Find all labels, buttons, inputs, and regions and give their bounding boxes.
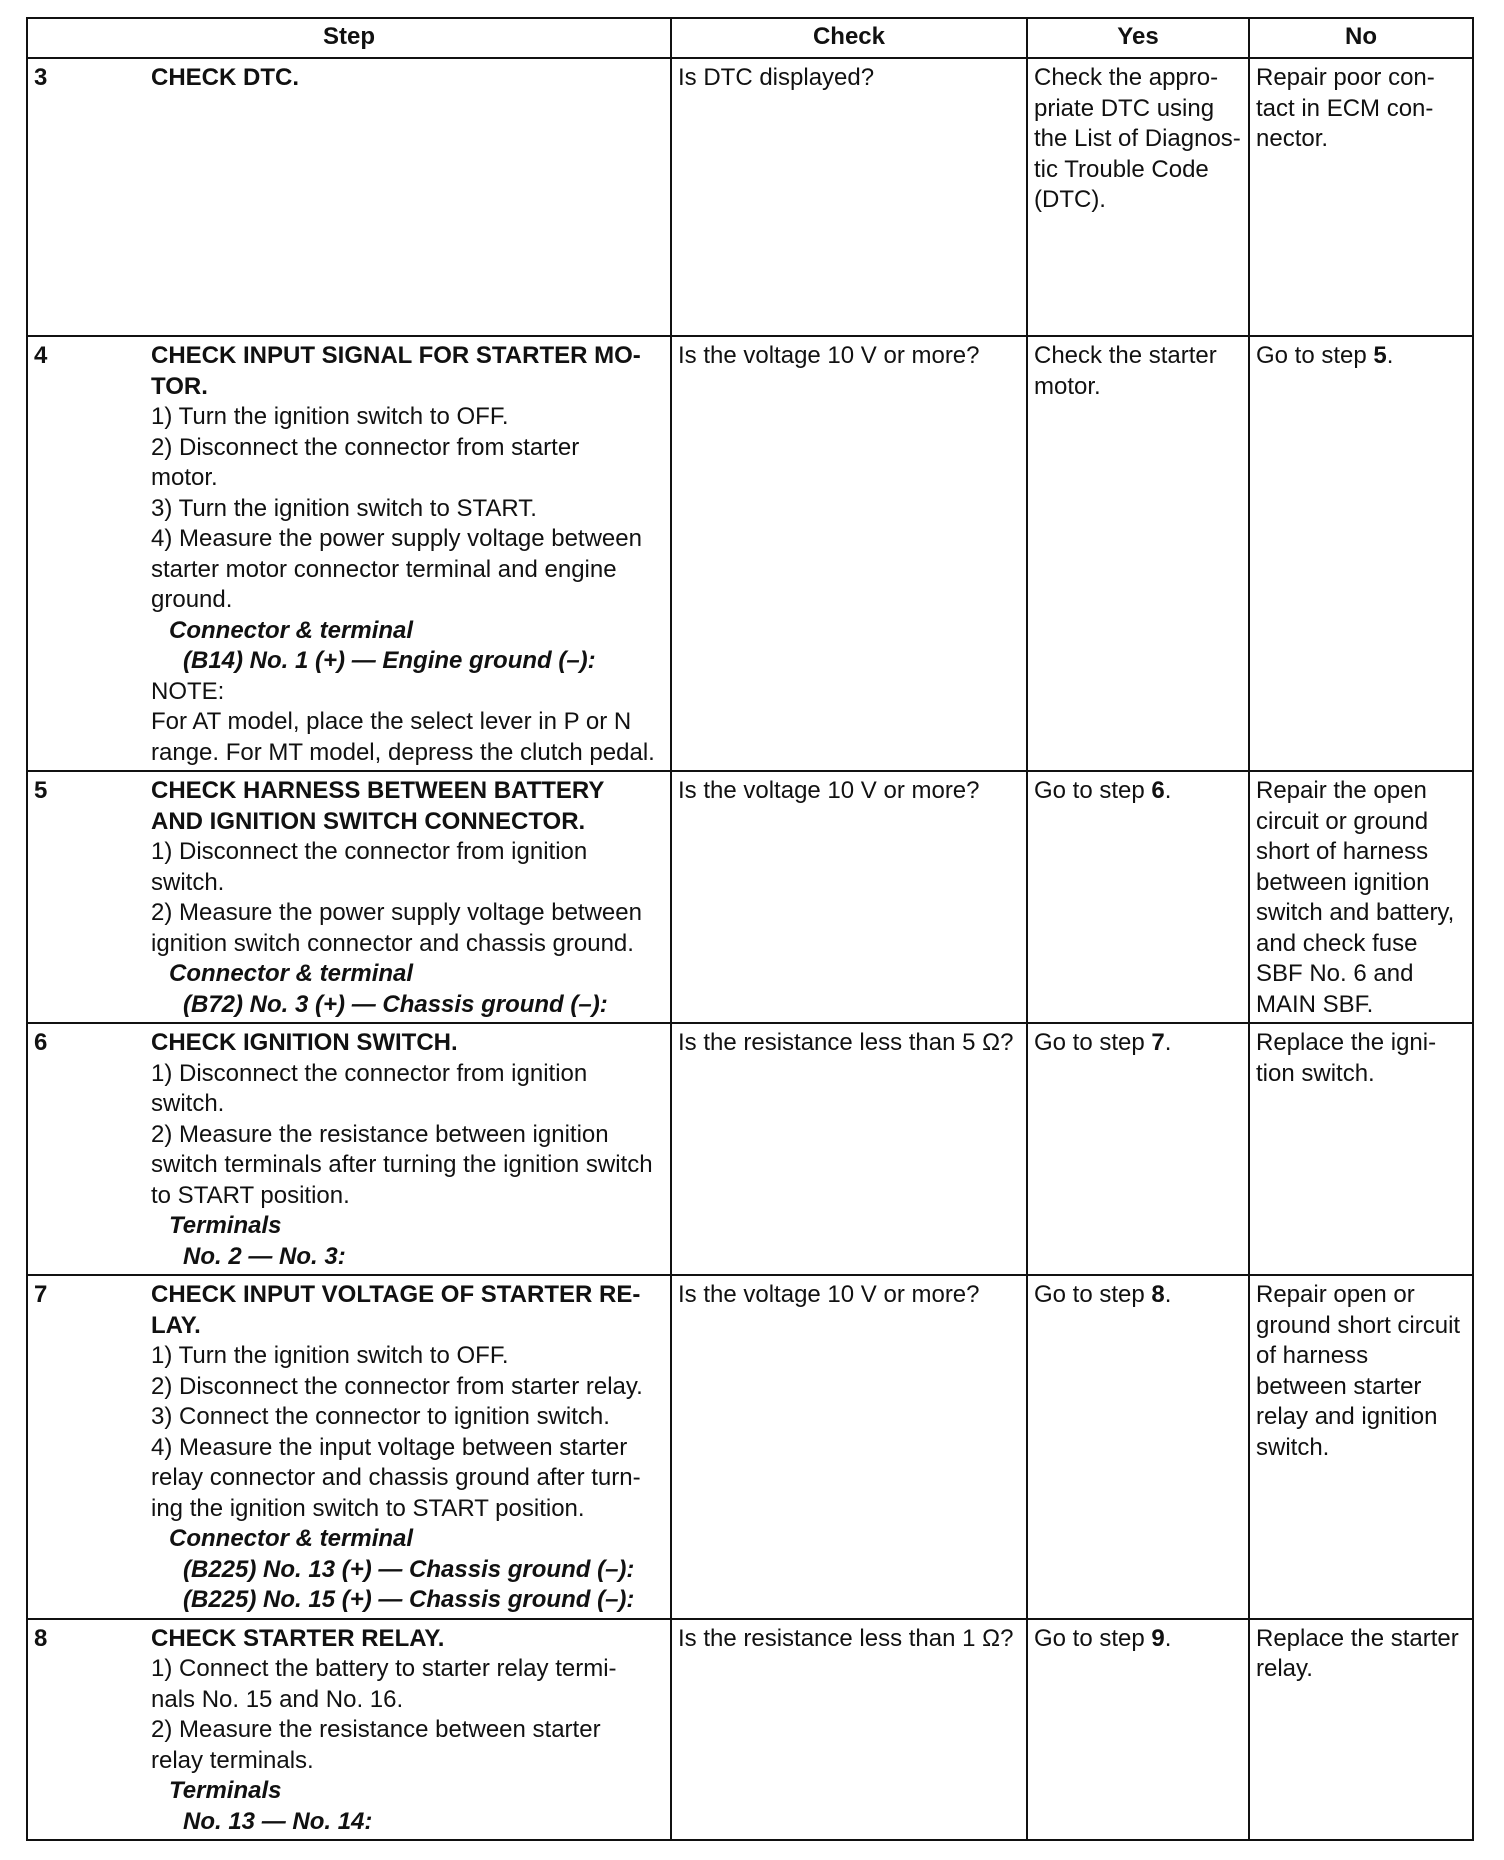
instruction-line: relay connector and chassis ground after turn- — [151, 1464, 641, 1491]
no-cell — [1249, 1619, 1473, 1841]
instruction-line: relay terminals. — [151, 1746, 314, 1774]
spec-label: Connector & terminal — [169, 1525, 414, 1552]
yes-line: priate DTC using — [1034, 94, 1215, 122]
table-row-step-4 — [27, 336, 1473, 771]
instruction-line: 2) Disconnect the connector from starter relay. — [151, 1372, 643, 1400]
note-line: NOTE: — [151, 677, 225, 705]
no-line: MAIN SBF. — [1256, 990, 1374, 1018]
no-line: Replace the igni- — [1256, 1029, 1437, 1056]
spec-value: (B14) No. 1 (+) — Engine ground (–): — [183, 647, 596, 674]
no-cell — [1249, 336, 1473, 771]
spec-value: (B72) No. 3 (+) — Chassis ground (–): — [183, 990, 608, 1018]
goto-text: Go to step — [1034, 1624, 1152, 1652]
instruction-line: switch. — [151, 868, 225, 896]
instruction-line: 1) Disconnect the connector from ignition — [151, 1059, 588, 1087]
check-cell: Is DTC displayed? — [671, 58, 1027, 336]
table-row-step-3 — [27, 58, 1473, 336]
step-cell — [27, 1275, 671, 1619]
instruction-line: switch. — [151, 1090, 225, 1117]
step-title: LAY. — [151, 1311, 201, 1339]
check-cell: Is the resistance less than 1 Ω? — [671, 1619, 1027, 1841]
step-cell — [27, 1619, 671, 1841]
goto-suffix: . — [1164, 1029, 1172, 1056]
goto-step-number: 5 — [1373, 342, 1387, 369]
spec-value: No. 2 — No. 3: — [183, 1242, 346, 1270]
yes-cell — [1027, 58, 1249, 336]
goto-suffix: . — [1164, 1624, 1172, 1652]
step-title: CHECK STARTER RELAY. — [151, 1624, 445, 1652]
instruction-line: 2) Disconnect the connector from starter — [151, 433, 580, 461]
check-cell: Is the voltage 10 V or more? — [671, 336, 1027, 771]
goto-step-number: 7 — [1151, 1029, 1165, 1056]
no-line: ground short circuit — [1256, 1311, 1461, 1339]
yes-line: the List of Diagnos- — [1034, 125, 1241, 152]
spec-value: No. 13 — No. 14: — [183, 1807, 373, 1835]
table-row-step-5 — [27, 771, 1473, 1023]
instruction-line: 2) Measure the resistance between ignition — [151, 1120, 609, 1148]
instruction-line: 4) Measure the power supply voltage between — [151, 525, 642, 552]
no-cell — [1249, 1023, 1473, 1275]
step-title: TOR. — [151, 372, 208, 400]
instruction-line: 1) Connect the battery to starter relay termi- — [151, 1655, 617, 1682]
goto-text: Go to step — [1034, 1029, 1152, 1056]
yes-line: (DTC). — [1034, 186, 1106, 213]
step-title: CHECK INPUT SIGNAL FOR STARTER MO- — [151, 342, 641, 369]
instruction-line: 2) Measure the resistance between starter — [151, 1716, 601, 1743]
goto-suffix: . — [1386, 342, 1394, 369]
instruction-line: ground. — [151, 586, 233, 613]
instruction-line: 2) Measure the power supply voltage between — [151, 899, 642, 926]
step-cell — [27, 336, 671, 771]
yes-cell — [1027, 1275, 1249, 1619]
header-check: Check — [671, 18, 1027, 58]
no-line: Repair the open — [1256, 777, 1427, 804]
step-title: AND IGNITION SWITCH CONNECTOR. — [151, 807, 586, 835]
goto-suffix: . — [1164, 777, 1172, 804]
instruction-line: ignition switch connector and chassis ground. — [151, 929, 634, 957]
yes-cell — [1027, 336, 1249, 771]
table-row-step-8 — [27, 1619, 1473, 1841]
table-row-step-6 — [27, 1023, 1473, 1275]
step-number: 6 — [34, 1029, 48, 1056]
header-yes: Yes — [1027, 18, 1249, 58]
no-cell — [1249, 771, 1473, 1023]
instruction-line: motor. — [151, 464, 218, 491]
goto-suffix: . — [1164, 1281, 1172, 1308]
yes-line: motor. — [1034, 372, 1101, 400]
step-title: CHECK DTC. — [151, 64, 299, 91]
yes-line: Check the appro- — [1034, 64, 1219, 91]
spec-value: (B225) No. 15 (+) — Chassis ground (–): — [183, 1586, 635, 1613]
spec-value: (B225) No. 13 (+) — Chassis ground (–): — [183, 1555, 635, 1583]
no-line: Repair poor con- — [1256, 64, 1435, 91]
note-line: range. For MT model, depress the clutch pedal. — [151, 738, 655, 766]
no-line: between ignition — [1256, 868, 1430, 896]
no-line: between starter — [1256, 1372, 1422, 1400]
instruction-line: 1) Disconnect the connector from ignition — [151, 838, 588, 865]
no-line: switch and battery, — [1256, 899, 1455, 926]
goto-step-number: 6 — [1151, 777, 1165, 804]
instruction-line: 3) Turn the ignition switch to START. — [151, 494, 537, 522]
goto-text: Go to step — [1256, 342, 1374, 369]
step-number: 3 — [34, 64, 48, 91]
spec-label: Connector & terminal — [169, 616, 414, 644]
check-cell: Is the voltage 10 V or more? — [671, 1275, 1027, 1619]
table-row-step-7 — [27, 1275, 1473, 1619]
step-number: 5 — [34, 777, 48, 804]
step-number: 7 — [34, 1281, 48, 1308]
no-line: switch. — [1256, 1433, 1330, 1461]
yes-line: Check the starter — [1034, 342, 1217, 369]
step-cell — [27, 58, 671, 336]
instruction-line: 3) Connect the connector to ignition switch. — [151, 1403, 610, 1430]
instruction-line: switch terminals after turning the ignition switch — [151, 1151, 653, 1178]
instruction-line: to START position. — [151, 1181, 350, 1209]
step-number: 8 — [34, 1624, 48, 1652]
step-title: CHECK HARNESS BETWEEN BATTERY — [151, 777, 605, 804]
spec-label: Connector & terminal — [169, 960, 414, 987]
instruction-line: nals No. 15 and No. 16. — [151, 1685, 404, 1713]
no-line: nector. — [1256, 125, 1329, 152]
header-row — [27, 18, 1473, 58]
goto-text: Go to step — [1034, 1281, 1152, 1308]
instruction-line: 1) Turn the ignition switch to OFF. — [151, 1342, 509, 1369]
note-line: For AT model, place the select lever in P or N — [151, 708, 632, 735]
yes-cell — [1027, 1619, 1249, 1841]
no-line: SBF No. 6 and — [1256, 960, 1414, 987]
spec-label: Terminals — [169, 1212, 282, 1239]
no-line: tion switch. — [1256, 1059, 1375, 1087]
step-cell — [27, 1023, 671, 1275]
no-line: Repair open or — [1256, 1281, 1415, 1308]
diagnostic-table — [26, 17, 1474, 1841]
instruction-line: 1) Turn the ignition switch to OFF. — [151, 403, 509, 430]
yes-cell — [1027, 771, 1249, 1023]
no-line: relay and ignition — [1256, 1403, 1438, 1430]
step-cell — [27, 771, 671, 1023]
no-line: and check fuse — [1256, 929, 1418, 957]
yes-line: tic Trouble Code — [1034, 155, 1209, 183]
check-cell: Is the resistance less than 5 Ω? — [671, 1023, 1027, 1275]
spec-label: Terminals — [169, 1777, 282, 1804]
header-step: Step — [27, 18, 671, 58]
step-title: CHECK IGNITION SWITCH. — [151, 1029, 458, 1056]
no-line: relay. — [1256, 1655, 1313, 1682]
instruction-line: 4) Measure the input voltage between starter — [151, 1433, 628, 1461]
step-number: 4 — [34, 342, 48, 369]
no-cell — [1249, 58, 1473, 336]
no-line: Replace the starter — [1256, 1624, 1459, 1652]
no-line: circuit or ground — [1256, 807, 1429, 835]
check-cell: Is the voltage 10 V or more? — [671, 771, 1027, 1023]
goto-step-number: 8 — [1151, 1281, 1165, 1308]
instruction-line: ing the ignition switch to START position. — [151, 1494, 585, 1522]
no-cell — [1249, 1275, 1473, 1619]
header-no: No — [1249, 18, 1473, 58]
goto-step-number: 9 — [1151, 1624, 1165, 1652]
yes-cell — [1027, 1023, 1249, 1275]
instruction-line: starter motor connector terminal and engine — [151, 555, 617, 583]
no-line: of harness — [1256, 1342, 1369, 1369]
goto-text: Go to step — [1034, 777, 1152, 804]
no-line: short of harness — [1256, 838, 1429, 865]
no-line: tact in ECM con- — [1256, 94, 1434, 122]
step-title: CHECK INPUT VOLTAGE OF STARTER RE- — [151, 1281, 641, 1308]
